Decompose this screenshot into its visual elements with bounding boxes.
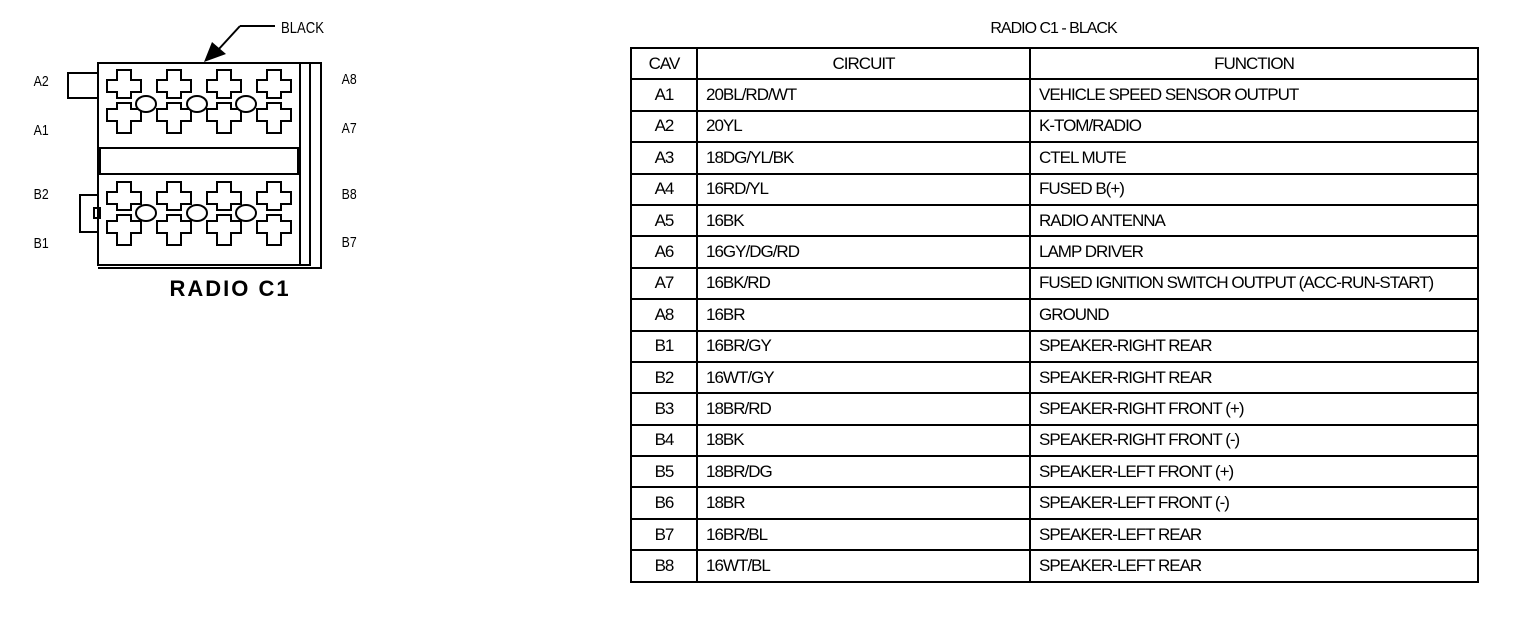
- connector-diagram: [0, 0, 600, 310]
- pin-label-b8: B8: [341, 185, 357, 203]
- cav-cell: B6: [631, 487, 697, 518]
- circuit-cell: 18BR: [697, 487, 1030, 518]
- function-cell: SPEAKER-LEFT REAR: [1030, 519, 1478, 550]
- keying-oval: [236, 96, 256, 112]
- callout-arrow: [204, 26, 275, 62]
- terminal-cavity: [157, 103, 191, 133]
- terminal-cavity: [207, 182, 241, 210]
- connector-name: RADIO C1: [169, 276, 291, 301]
- cav-cell: B5: [631, 456, 697, 487]
- terminal-cavity: [257, 215, 291, 245]
- table-header-row: [631, 48, 1478, 79]
- terminal-cavity: [207, 70, 241, 98]
- pin-label-b1: B1: [33, 234, 49, 252]
- cav-cell: A7: [631, 268, 697, 299]
- circuit-cell: 16RD/YL: [697, 174, 1030, 205]
- terminal-cavity: [157, 215, 191, 245]
- table-row: [631, 268, 1478, 299]
- pin-label-a1: A1: [33, 121, 49, 139]
- function-cell: SPEAKER-LEFT FRONT (+): [1030, 456, 1478, 487]
- table-row: [631, 425, 1478, 456]
- circuit-cell: 20YL: [697, 111, 1030, 142]
- pinout-table: [630, 47, 1479, 583]
- terminal-cavity: [257, 103, 291, 133]
- table-row: [631, 487, 1478, 518]
- function-cell: SPEAKER-RIGHT REAR: [1030, 362, 1478, 393]
- cav-cell: B4: [631, 425, 697, 456]
- terminal-cavity: [257, 70, 291, 98]
- function-cell: GROUND: [1030, 299, 1478, 330]
- connector-housing: [68, 63, 321, 268]
- color-callout-label: BLACK: [281, 19, 325, 38]
- cav-cell: B1: [631, 331, 697, 362]
- table-row: [631, 111, 1478, 142]
- cav-cell: A1: [631, 79, 697, 110]
- column-header-function: FUNCTION: [1030, 48, 1478, 79]
- table-row: [631, 142, 1478, 173]
- table-row: [631, 393, 1478, 424]
- circuit-cell: 20BL/RD/WT: [697, 79, 1030, 110]
- table-row: [631, 236, 1478, 267]
- circuit-cell: 18BR/DG: [697, 456, 1030, 487]
- cav-cell: B7: [631, 519, 697, 550]
- function-cell: SPEAKER-RIGHT FRONT (+): [1030, 393, 1478, 424]
- circuit-cell: 18DG/YL/BK: [697, 142, 1030, 173]
- function-cell: RADIO ANTENNA: [1030, 205, 1478, 236]
- circuit-cell: 16BR: [697, 299, 1030, 330]
- table-row: [631, 174, 1478, 205]
- pin-label-a2: A2: [33, 72, 49, 90]
- function-cell: SPEAKER-LEFT FRONT (-): [1030, 487, 1478, 518]
- circuit-cell: 18BK: [697, 425, 1030, 456]
- cav-cell: B2: [631, 362, 697, 393]
- cav-cell: A4: [631, 174, 697, 205]
- function-cell: LAMP DRIVER: [1030, 236, 1478, 267]
- circuit-cell: 16BK: [697, 205, 1030, 236]
- circuit-cell: 16BR/GY: [697, 331, 1030, 362]
- cav-cell: A3: [631, 142, 697, 173]
- pin-label-b7: B7: [341, 233, 357, 251]
- cav-cell: A2: [631, 111, 697, 142]
- table-row: [631, 456, 1478, 487]
- column-header-circuit: CIRCUIT: [697, 48, 1030, 79]
- pin-label-b2: B2: [33, 185, 49, 203]
- terminal-cavity: [157, 182, 191, 210]
- terminal-cavity: [107, 70, 141, 98]
- pin-label-a7: A7: [341, 119, 357, 137]
- circuit-cell: 18BR/RD: [697, 393, 1030, 424]
- table-row: [631, 331, 1478, 362]
- cav-cell: A5: [631, 205, 697, 236]
- table-row: [631, 519, 1478, 550]
- function-cell: FUSED B(+): [1030, 174, 1478, 205]
- table-row: [631, 205, 1478, 236]
- cavity-grid: [107, 70, 291, 245]
- circuit-cell: 16WT/GY: [697, 362, 1030, 393]
- table-row: [631, 362, 1478, 393]
- terminal-cavity: [257, 182, 291, 210]
- function-cell: SPEAKER-RIGHT FRONT (-): [1030, 425, 1478, 456]
- cav-cell: B8: [631, 550, 697, 581]
- terminal-cavity: [107, 182, 141, 210]
- keying-oval: [187, 96, 207, 112]
- circuit-cell: 16GY/DG/RD: [697, 236, 1030, 267]
- terminal-cavity: [207, 215, 241, 245]
- keying-oval: [136, 205, 156, 221]
- table-row: [631, 550, 1478, 581]
- circuit-cell: 16BK/RD: [697, 268, 1030, 299]
- table-row: [631, 299, 1478, 330]
- keying-oval: [236, 205, 256, 221]
- function-cell: K-TOM/RADIO: [1030, 111, 1478, 142]
- function-cell: FUSED IGNITION SWITCH OUTPUT (ACC-RUN-START): [1030, 268, 1478, 299]
- cav-cell: A8: [631, 299, 697, 330]
- keying-oval: [187, 205, 207, 221]
- table-body: [631, 79, 1478, 581]
- terminal-cavity: [157, 70, 191, 98]
- pin-label-a8: A8: [341, 70, 357, 88]
- keying-oval: [136, 96, 156, 112]
- table-title: RADIO C1 - BLACK: [990, 20, 1117, 37]
- function-cell: CTEL MUTE: [1030, 142, 1478, 173]
- cav-cell: A6: [631, 236, 697, 267]
- terminal-cavity: [107, 215, 141, 245]
- circuit-cell: 16BR/BL: [697, 519, 1030, 550]
- table-row: [631, 79, 1478, 110]
- function-cell: VEHICLE SPEED SENSOR OUTPUT: [1030, 79, 1478, 110]
- cav-cell: B3: [631, 393, 697, 424]
- function-cell: SPEAKER-RIGHT REAR: [1030, 331, 1478, 362]
- circuit-cell: 16WT/BL: [697, 550, 1030, 581]
- column-header-cav: CAV: [631, 48, 697, 79]
- function-cell: SPEAKER-LEFT REAR: [1030, 550, 1478, 581]
